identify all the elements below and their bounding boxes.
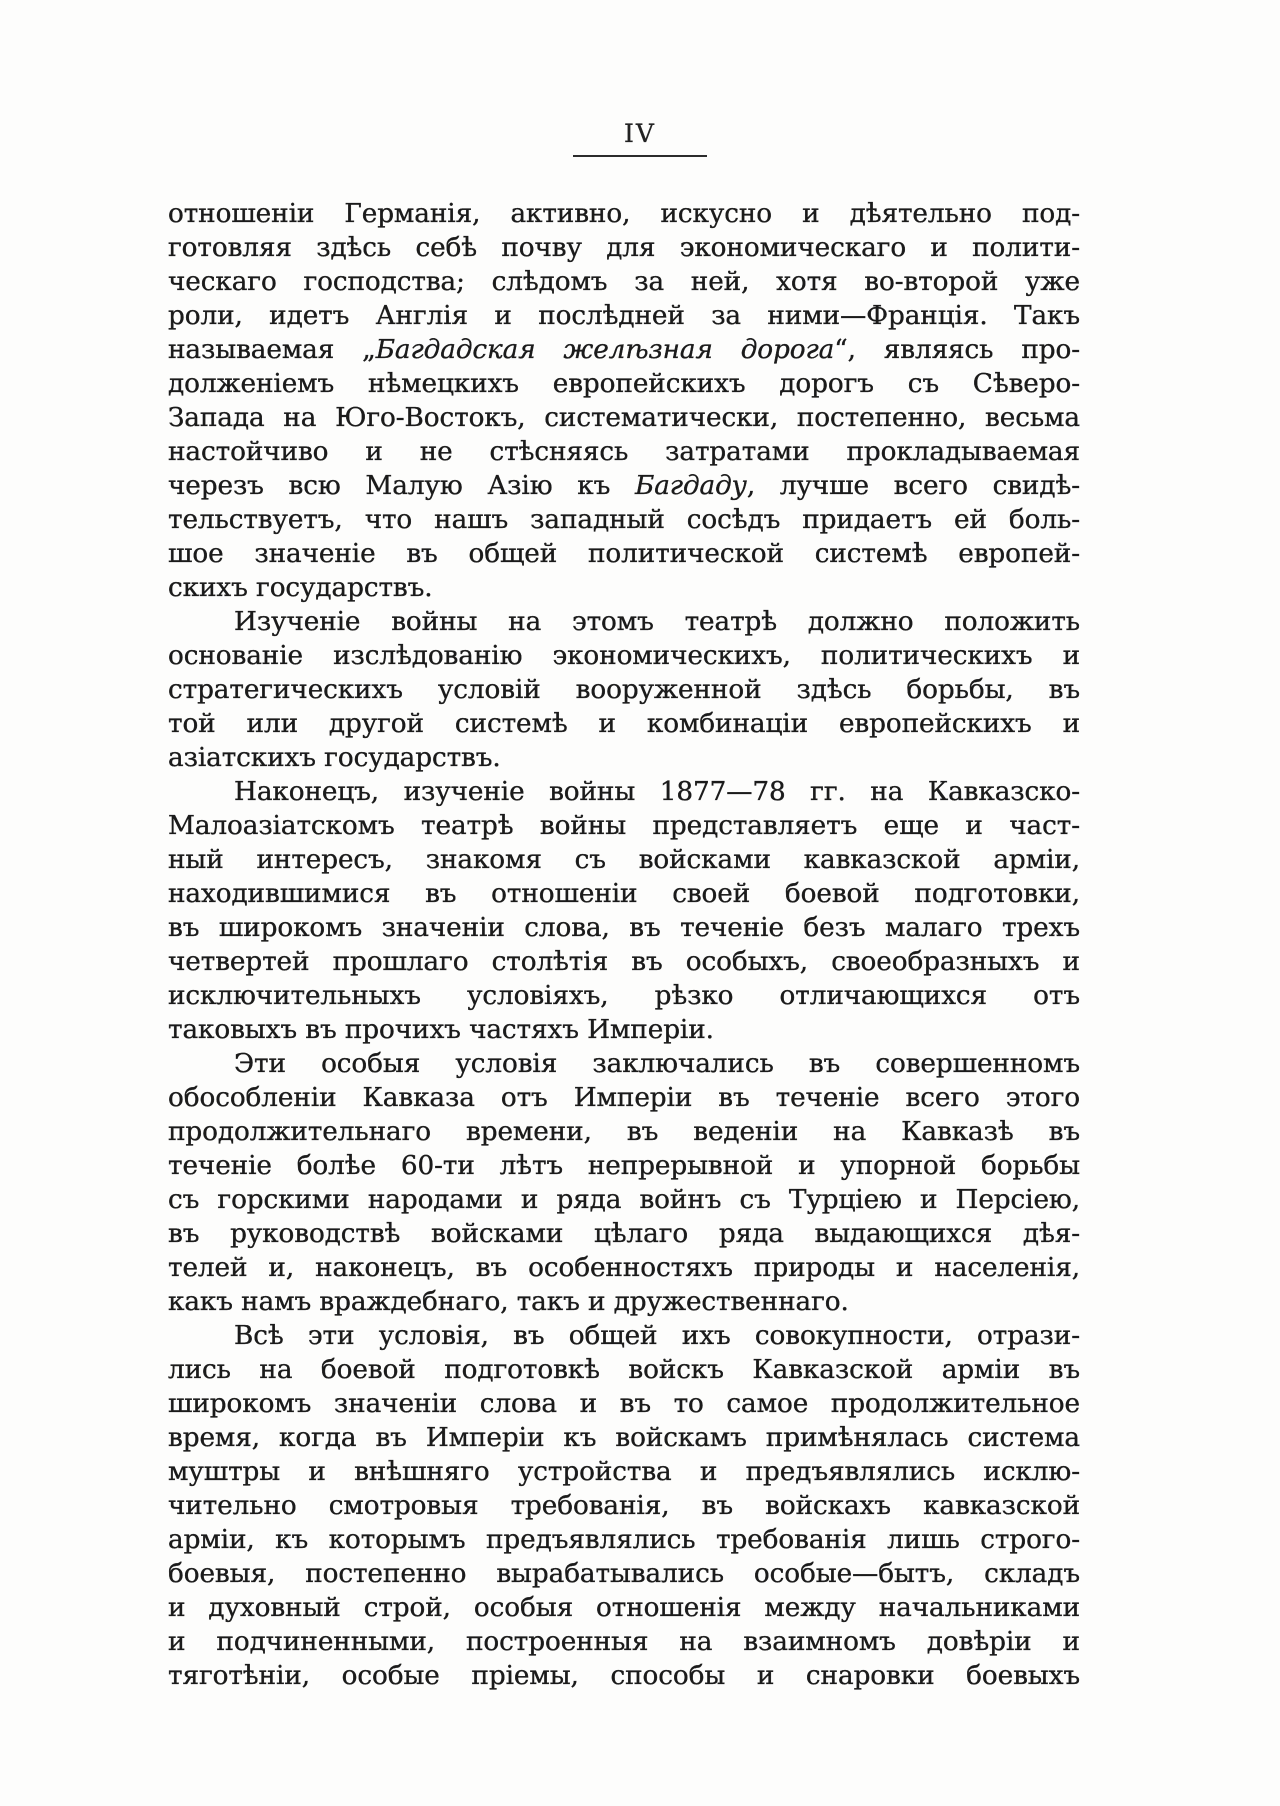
text-run: азіатскихъ государствъ. xyxy=(168,743,501,773)
paragraph xyxy=(168,197,1080,605)
text-run: и подчиненными, построенныя на взаимномъ довѣріи и xyxy=(168,1627,1080,1657)
text-line xyxy=(168,741,1080,775)
text-run: боевыя, постепенно вырабатывались особые—бытъ, складъ xyxy=(168,1559,1080,1589)
text-line xyxy=(168,639,1080,673)
text-line xyxy=(168,469,1080,503)
text-run: обособленіи Кавказа отъ Имперіи въ теченіе всего этого xyxy=(168,1083,1080,1113)
text-run: тельствуетъ, что нашъ западный сосѣдъ придаетъ ей боль- xyxy=(168,505,1080,535)
text-run: ческаго господства; слѣдомъ за ней, хотя во-второй уже xyxy=(168,267,1080,297)
text-run: роли, идетъ Англія и послѣдней за ними—Франція. Такъ xyxy=(168,301,1080,331)
text-run: Запада на Юго-Востокъ, систематически, постепенно, весьма xyxy=(168,403,1080,433)
text-line xyxy=(168,401,1080,435)
text-run: лись на боевой подготовкѣ войскъ Кавказской арміи въ xyxy=(168,1355,1080,1385)
text-line xyxy=(168,503,1080,537)
text-run: называемая „ xyxy=(168,335,376,365)
text-run: находившимися въ отношеніи своей боевой подготовки, xyxy=(168,879,1080,909)
text-line xyxy=(168,809,1080,843)
text-run: Наконецъ, изученіе войны 1877—78 гг. на Кавказско- xyxy=(234,777,1080,807)
text-line xyxy=(168,333,1080,367)
header-rule-divider xyxy=(573,155,707,157)
text-run: въ руководствѣ войсками цѣлаго ряда выдающихся дѣя- xyxy=(168,1219,1080,1249)
text-run: съ горскими народами и ряда войнъ съ Турціею и Персіею, xyxy=(168,1185,1080,1215)
paragraph xyxy=(168,605,1080,775)
text-line xyxy=(168,1285,1080,1319)
text-line xyxy=(168,1319,1080,1353)
text-line xyxy=(168,707,1080,741)
text-line xyxy=(168,1149,1080,1183)
text-line xyxy=(168,1659,1080,1693)
text-run: таковыхъ въ прочихъ частяхъ Имперіи. xyxy=(168,1015,714,1045)
text-line xyxy=(168,1115,1080,1149)
text-line xyxy=(168,1183,1080,1217)
text-run: Малоазіатскомъ театрѣ войны представляетъ еще и част- xyxy=(168,811,1080,841)
text-line xyxy=(168,1591,1080,1625)
text-run: чительно смотровыя требованія, въ войскахъ кавказской xyxy=(168,1491,1080,1521)
text-run: шое значеніе въ общей политической системѣ европей- xyxy=(168,539,1080,569)
text-line xyxy=(168,1251,1080,1285)
text-line xyxy=(168,1557,1080,1591)
text-line xyxy=(168,1353,1080,1387)
paragraph xyxy=(168,1319,1080,1693)
text-run: Изученіе войны на этомъ театрѣ должно положить xyxy=(234,607,1080,637)
text-run: скихъ государствъ. xyxy=(168,573,433,603)
page-text xyxy=(168,197,1080,1693)
text-line xyxy=(168,605,1080,639)
text-line xyxy=(168,1421,1080,1455)
text-run: широкомъ значеніи слова и въ то самое продолжительное xyxy=(168,1389,1080,1419)
text-line xyxy=(168,231,1080,265)
text-run: четвертей прошлаго столѣтія въ особыхъ, своеобразныхъ и xyxy=(168,947,1080,977)
text-run: ный интересъ, знакомя съ войсками кавказской арміи, xyxy=(168,845,1080,875)
text-line xyxy=(168,435,1080,469)
text-line xyxy=(168,197,1080,231)
paragraph xyxy=(168,775,1080,1047)
paragraph xyxy=(168,1047,1080,1319)
text-run: продолжительнаго времени, въ веденіи на Кавказѣ въ xyxy=(168,1117,1080,1147)
text-run: стратегическихъ условій вооруженной здѣсь борьбы, въ xyxy=(168,675,1080,705)
text-line xyxy=(168,775,1080,809)
text-line xyxy=(168,537,1080,571)
text-line xyxy=(168,1013,1080,1047)
text-run: черезъ всю Малую Азію къ xyxy=(168,471,635,501)
text-run: “, являясь про- xyxy=(834,335,1080,365)
text-line xyxy=(168,1455,1080,1489)
text-line xyxy=(168,1387,1080,1421)
text-line xyxy=(168,265,1080,299)
text-line xyxy=(168,1217,1080,1251)
text-line xyxy=(168,367,1080,401)
text-run: телей и, наконецъ, въ особенностяхъ природы и населенія, xyxy=(168,1253,1080,1283)
text-line xyxy=(168,877,1080,911)
text-run: тяготѣніи, особые пріемы, способы и снаровки боевыхъ xyxy=(168,1661,1080,1691)
text-run: Эти особыя условія заключались въ совершенномъ xyxy=(234,1049,1080,1079)
text-run: муштры и внѣшняго устройства и предъявлялись исклю- xyxy=(168,1457,1080,1487)
text-run: отношеніи Германія, активно, искусно и дѣятельно под- xyxy=(168,199,1080,229)
text-run: той или другой системѣ и комбинаціи европейскихъ и xyxy=(168,709,1080,739)
text-run: Всѣ эти условія, въ общей ихъ совокупности, отрази- xyxy=(234,1321,1080,1351)
text-line xyxy=(168,1047,1080,1081)
text-run: время, когда въ Имперіи къ войскамъ примѣнялась система xyxy=(168,1423,1080,1453)
text-run: какъ намъ враждебнаго, такъ и дружественнаго. xyxy=(168,1287,849,1317)
text-run: долженіемъ нѣмецкихъ европейскихъ дорогъ съ Сѣверо- xyxy=(168,369,1080,399)
text-line xyxy=(168,843,1080,877)
text-run: и духовный строй, особыя отношенія между начальниками xyxy=(168,1593,1080,1623)
text-line xyxy=(168,1625,1080,1659)
text-line xyxy=(168,911,1080,945)
text-line xyxy=(168,945,1080,979)
text-run: въ широкомъ значеніи слова, въ теченіе безъ малаго трехъ xyxy=(168,913,1080,943)
text-line xyxy=(168,979,1080,1013)
text-run: готовляя здѣсь себѣ почву для экономическаго и полити- xyxy=(168,233,1080,263)
text-line xyxy=(168,1489,1080,1523)
text-line xyxy=(168,1081,1080,1115)
text-line xyxy=(168,571,1080,605)
page-header xyxy=(0,121,1280,157)
text-run: исключительныхъ условіяхъ, рѣзко отличающихся отъ xyxy=(168,981,1080,1011)
text-line xyxy=(168,1523,1080,1557)
page-number: IV xyxy=(624,119,656,148)
text-run: теченіе болѣе 60-ти лѣтъ непрерывной и упорной борьбы xyxy=(168,1151,1080,1181)
text-run: основаніе изслѣдованію экономическихъ, политическихъ и xyxy=(168,641,1080,671)
text-run: настойчиво и не стѣсняясь затратами прокладываемая xyxy=(168,437,1080,467)
text-run: , лучше всего свидѣ- xyxy=(746,471,1080,501)
italic-run: Багдаду xyxy=(634,471,747,501)
text-line xyxy=(168,299,1080,333)
italic-run: Багдадская желѣзная дорога xyxy=(375,335,835,365)
text-line xyxy=(168,673,1080,707)
text-run: арміи, къ которымъ предъявлялись требованія лишь строго- xyxy=(168,1525,1080,1555)
